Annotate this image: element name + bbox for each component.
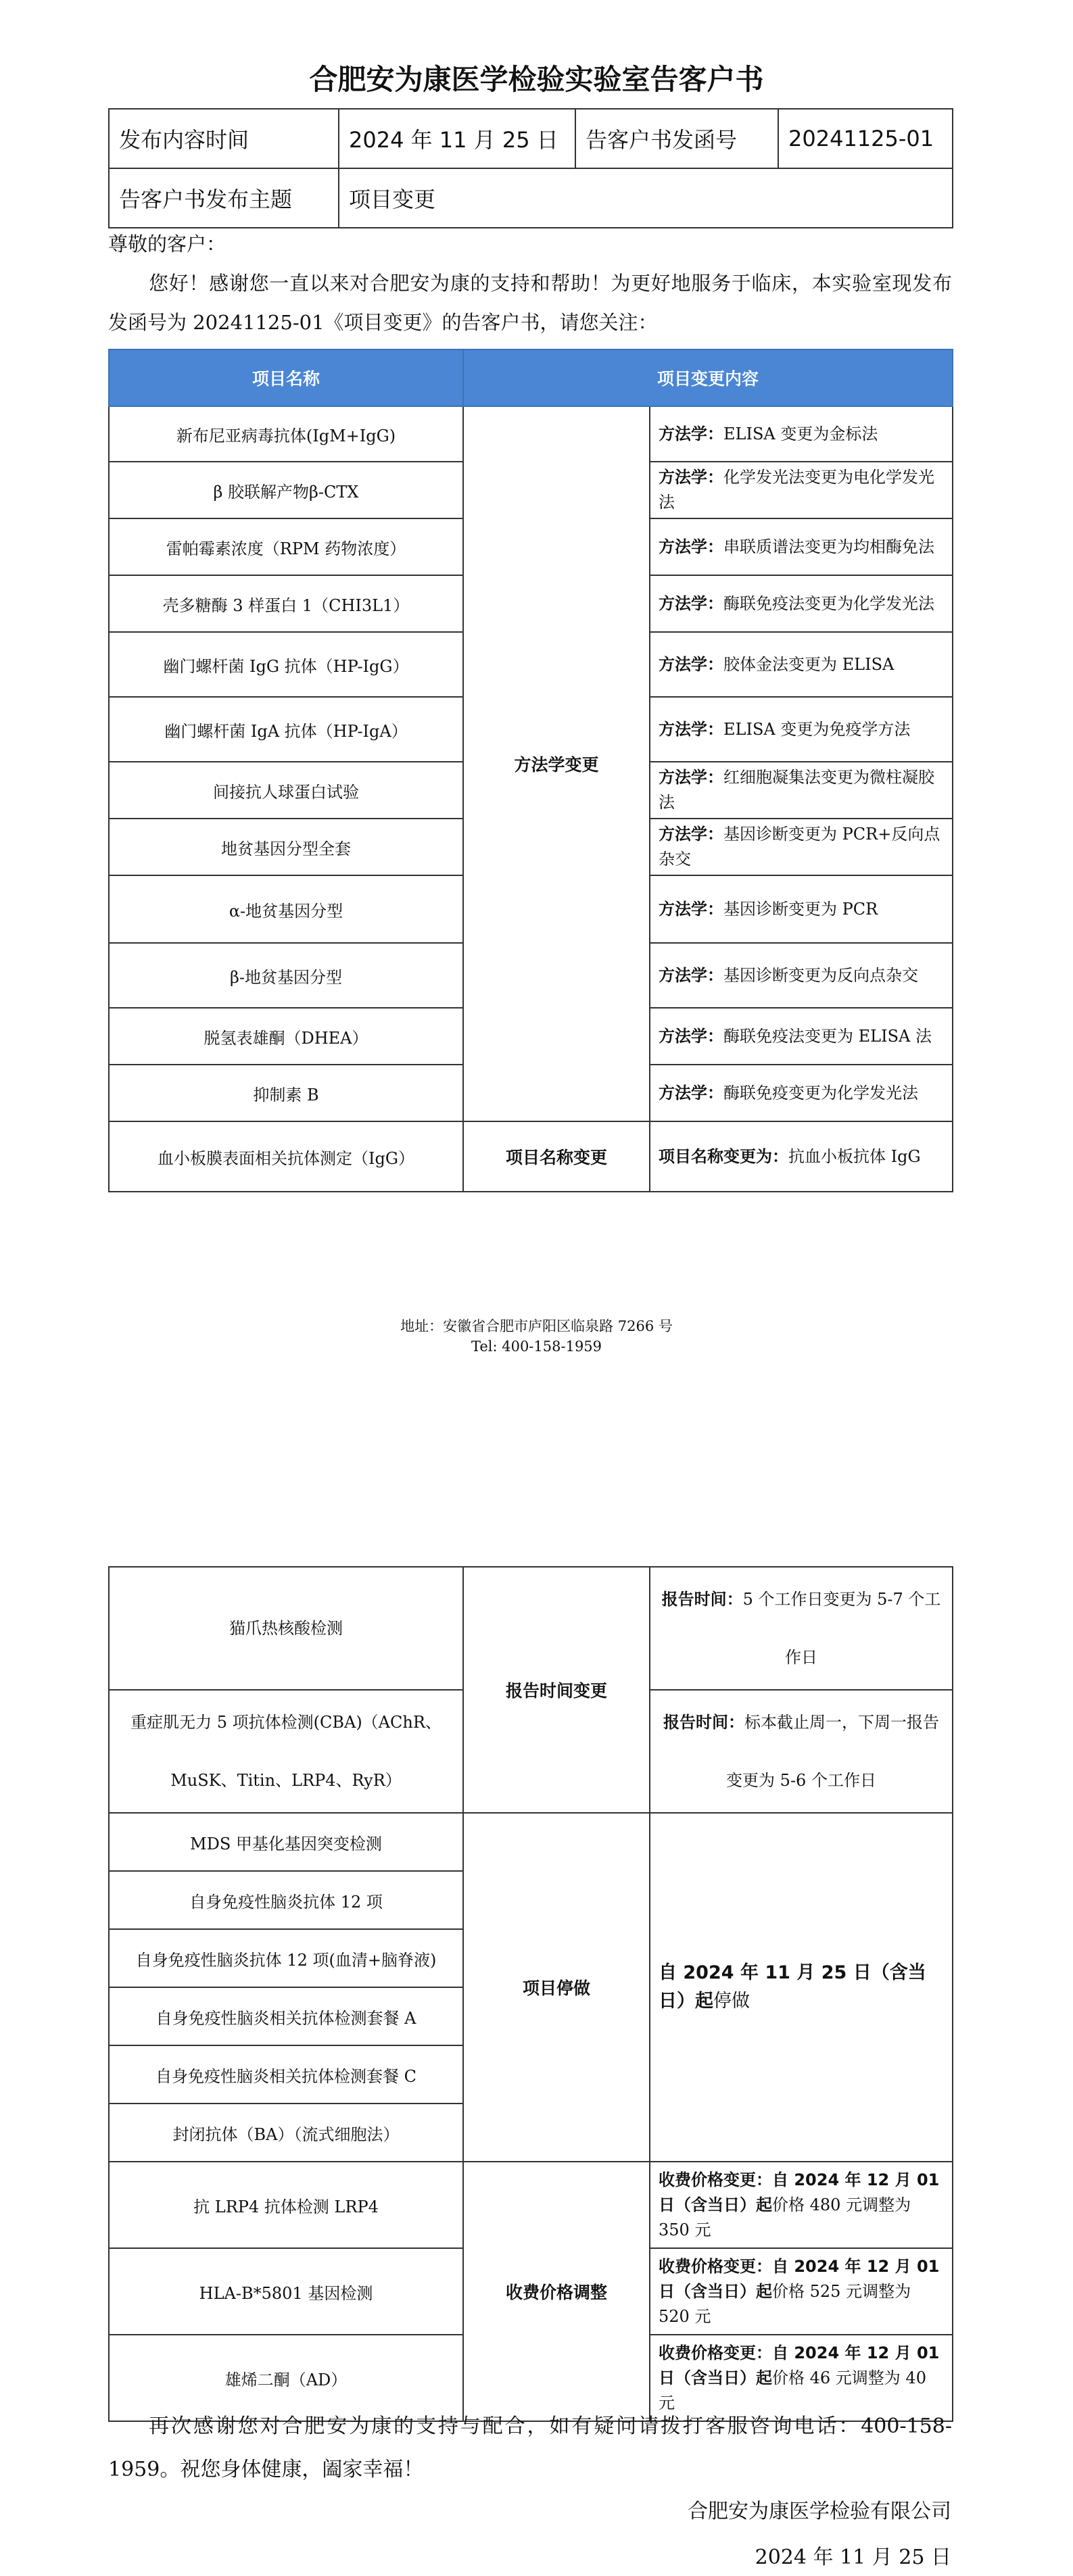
label-colon: ： <box>772 1146 788 1166</box>
label-colon: ： <box>707 825 723 844</box>
item-name: HLA-B*5801 基因检测 <box>109 2248 463 2335</box>
notice-number-label: 告客户书发函号 <box>575 109 778 168</box>
change-content <box>650 1567 953 1690</box>
change-content <box>650 518 953 575</box>
change-label: 方法学 <box>659 593 707 613</box>
company-name: 合肥安为康医学检验有限公司 <box>688 2500 951 2523</box>
item-name: 猫爪热核酸检测 <box>109 1567 463 1690</box>
item-name: 雷帕霉素浓度（RPM 药物浓度） <box>109 518 463 575</box>
item-name: 抑制素 B <box>109 1065 463 1121</box>
label-colon: ： <box>707 899 723 919</box>
label-colon: ： <box>707 468 723 487</box>
item-name: MDS 甲基化基因突变检测 <box>109 1813 463 1871</box>
item-name: 脱氢表雄酮（DHEA） <box>109 1008 463 1065</box>
table-row <box>109 1567 953 1690</box>
change-text: 标本截止周一，下周一报告变更为 5-6 个工作日 <box>726 1713 939 1790</box>
change-label: 方法学 <box>659 537 707 556</box>
change-text: 酶联免疫法变更为 ELISA 法 <box>723 1026 932 1046</box>
sign-date: 2024 年 11 月 25 日 <box>755 2546 951 2569</box>
closing-paragraph: 再次感谢您对合肥安为康的支持与配合，如有疑问请拨打客服咨询电话：400-158-1959。祝您身体健康，阖家幸福！ <box>108 2414 952 2481</box>
intro-paragraph: 您好！感谢您一直以来对合肥安为康的支持和帮助！为更好地服务于临床，本实验室现发布发函号为 20241125-01《项目变更》的告客户书，请您关注： <box>108 272 952 334</box>
change-label: 项目名称变更为 <box>659 1146 772 1166</box>
item-name: 自身免疫性脑炎抗体 12 项(血清+脑脊液) <box>109 1929 463 1987</box>
notice-topic-value: 项目变更 <box>339 168 953 228</box>
change-content <box>650 2162 953 2248</box>
change-content <box>650 1008 953 1065</box>
change-text: 基因诊断变更为 PCR <box>723 899 878 919</box>
label-colon: ： <box>707 1026 723 1046</box>
change-text: 串联质谱法变更为均相酶免法 <box>723 537 934 556</box>
change-text: 价格 525 元调整为 520 元 <box>659 2281 911 2326</box>
change-text: 停做 <box>713 1991 750 2012</box>
change-type: 收费价格调整 <box>463 2162 650 2421</box>
change-content <box>650 1065 953 1121</box>
item-name: 自身免疫性脑炎相关抗体检测套餐 C <box>109 2045 463 2104</box>
table-row <box>109 406 953 462</box>
item-name: 抗 LRP4 抗体检测 LRP4 <box>109 2162 463 2248</box>
change-content <box>650 1813 953 2162</box>
change-label: 方法学 <box>659 719 707 739</box>
item-name: 重症肌无力 5 项抗体检测(CBA)（AChR、MuSK、Titin、LRP4、RyR） <box>109 1690 463 1813</box>
label-colon: ： <box>726 1590 743 1609</box>
change-text: 价格 480 元调整为 350 元 <box>659 2195 911 2239</box>
change-text: 胶体金法变更为 ELISA <box>723 654 895 674</box>
label-colon: ： <box>707 537 723 556</box>
label-colon: ： <box>707 424 723 443</box>
change-type: 项目名称变更 <box>463 1121 650 1192</box>
greeting: 尊敬的客户： <box>108 233 226 256</box>
item-name: 幽门螺杆菌 IgG 抗体（HP-IgG） <box>109 632 463 697</box>
change-text: ELISA 变更为金标法 <box>723 424 878 443</box>
item-name: 幽门螺杆菌 IgA 抗体（HP-IgA） <box>109 697 463 762</box>
item-name: α-地贫基因分型 <box>109 875 463 943</box>
column-header-item-name: 项目名称 <box>109 349 463 406</box>
change-text: 价格 46 元调整为 40 元 <box>659 2368 926 2412</box>
change-label: 方法学 <box>659 654 707 674</box>
change-label: 方法学 <box>659 424 707 443</box>
change-label: 收费价格变更：自 2024 年 12 月 01 日（含当日）起 <box>659 2256 940 2301</box>
other-change-table <box>108 1566 953 2422</box>
item-name: 血小板膜表面相关抗体测定（IgG） <box>109 1121 463 1192</box>
change-content <box>650 875 953 943</box>
table-row <box>109 1121 953 1192</box>
change-label: 方法学 <box>659 468 707 487</box>
item-name: 雄烯二酮（AD） <box>109 2335 463 2421</box>
change-label: 方法学 <box>659 1026 707 1046</box>
change-type: 方法学变更 <box>463 406 650 1121</box>
label-colon: ： <box>707 719 723 739</box>
item-name: β-地贫基因分型 <box>109 943 463 1008</box>
change-text: 5 个工作日变更为 5-7 个工作日 <box>742 1590 941 1667</box>
change-content <box>650 762 953 819</box>
table-row <box>109 2162 953 2248</box>
item-name: 地贫基因分型全套 <box>109 819 463 875</box>
item-name: 间接抗人球蛋白试验 <box>109 762 463 819</box>
change-label: 自 2024 年 11 月 25 日（含当日）起 <box>659 1962 926 2012</box>
label-colon: ： <box>707 593 723 613</box>
change-label: 报告时间 <box>661 1590 727 1609</box>
notice-number-value: 20241125-01 <box>778 109 953 168</box>
change-text: 基因诊断变更为 PCR+反向点杂交 <box>659 825 940 869</box>
change-label: 收费价格变更：自 2024 年 12 月 01 日（含当日）起 <box>659 2343 940 2387</box>
change-label: 方法学 <box>659 825 707 844</box>
change-text: 基因诊断变更为反向点杂交 <box>723 965 918 985</box>
change-text: 酶联免疫法变更为化学发光法 <box>723 593 934 613</box>
change-content <box>650 697 953 762</box>
change-content <box>650 943 953 1008</box>
footer-address: 地址：安徽省合肥市庐阳区临泉路 7266 号 <box>400 1318 673 1334</box>
label-colon: ： <box>707 654 723 674</box>
label-colon: ： <box>707 965 723 985</box>
publish-time-value: 2024 年 11 月 25 日 <box>339 109 575 168</box>
item-name: 新布尼亚病毒抗体(IgM+IgG) <box>109 406 463 462</box>
label-colon: ： <box>728 1713 744 1732</box>
item-name: 自身免疫性脑炎抗体 12 项 <box>109 1871 463 1929</box>
change-text: 化学发光法变更为电化学发光法 <box>659 468 934 512</box>
change-label: 报告时间 <box>663 1713 728 1732</box>
change-content <box>650 462 953 518</box>
change-content <box>650 2248 953 2335</box>
label-colon: ： <box>707 768 723 787</box>
change-label: 方法学 <box>659 768 707 787</box>
change-label: 方法学 <box>659 899 707 919</box>
label-colon: ： <box>707 1083 723 1102</box>
change-label: 方法学 <box>659 965 707 985</box>
change-content <box>650 1121 953 1192</box>
info-table <box>108 108 953 228</box>
change-text: 红细胞凝集法变更为微柱凝胶法 <box>659 768 934 812</box>
table-row <box>109 1813 953 1871</box>
change-content <box>650 632 953 697</box>
change-type: 项目停做 <box>463 1813 650 2162</box>
change-content <box>650 406 953 462</box>
publish-time-label: 发布内容时间 <box>109 109 339 168</box>
column-header-change-content: 项目变更内容 <box>463 349 953 406</box>
item-name: 自身免疫性脑炎相关抗体检测套餐 A <box>109 1987 463 2045</box>
method-change-table <box>108 349 953 1192</box>
item-name: β 胶联解产物β-CTX <box>109 462 463 518</box>
change-content <box>650 1690 953 1813</box>
page-title: 合肥安为康医学检验实验室告客户书 <box>309 63 764 96</box>
change-label: 收费价格变更：自 2024 年 12 月 01 日（含当日）起 <box>659 2170 940 2214</box>
change-content <box>650 819 953 875</box>
change-text: ELISA 变更为免疫学方法 <box>723 719 911 739</box>
notice-topic-label: 告客户书发布主题 <box>109 168 339 228</box>
change-type: 报告时间变更 <box>463 1567 650 1813</box>
change-content <box>650 575 953 632</box>
change-label: 方法学 <box>659 1083 707 1102</box>
item-name: 壳多糖酶 3 样蛋白 1（CHI3L1） <box>109 575 463 632</box>
item-name: 封闭抗体（BA）（流式细胞法） <box>109 2104 463 2162</box>
change-text: 抗血小板抗体 IgG <box>788 1146 921 1166</box>
change-text: 酶联免疫变更为化学发光法 <box>723 1083 918 1102</box>
footer-tel: Tel: 400-158-1959 <box>471 1338 602 1355</box>
